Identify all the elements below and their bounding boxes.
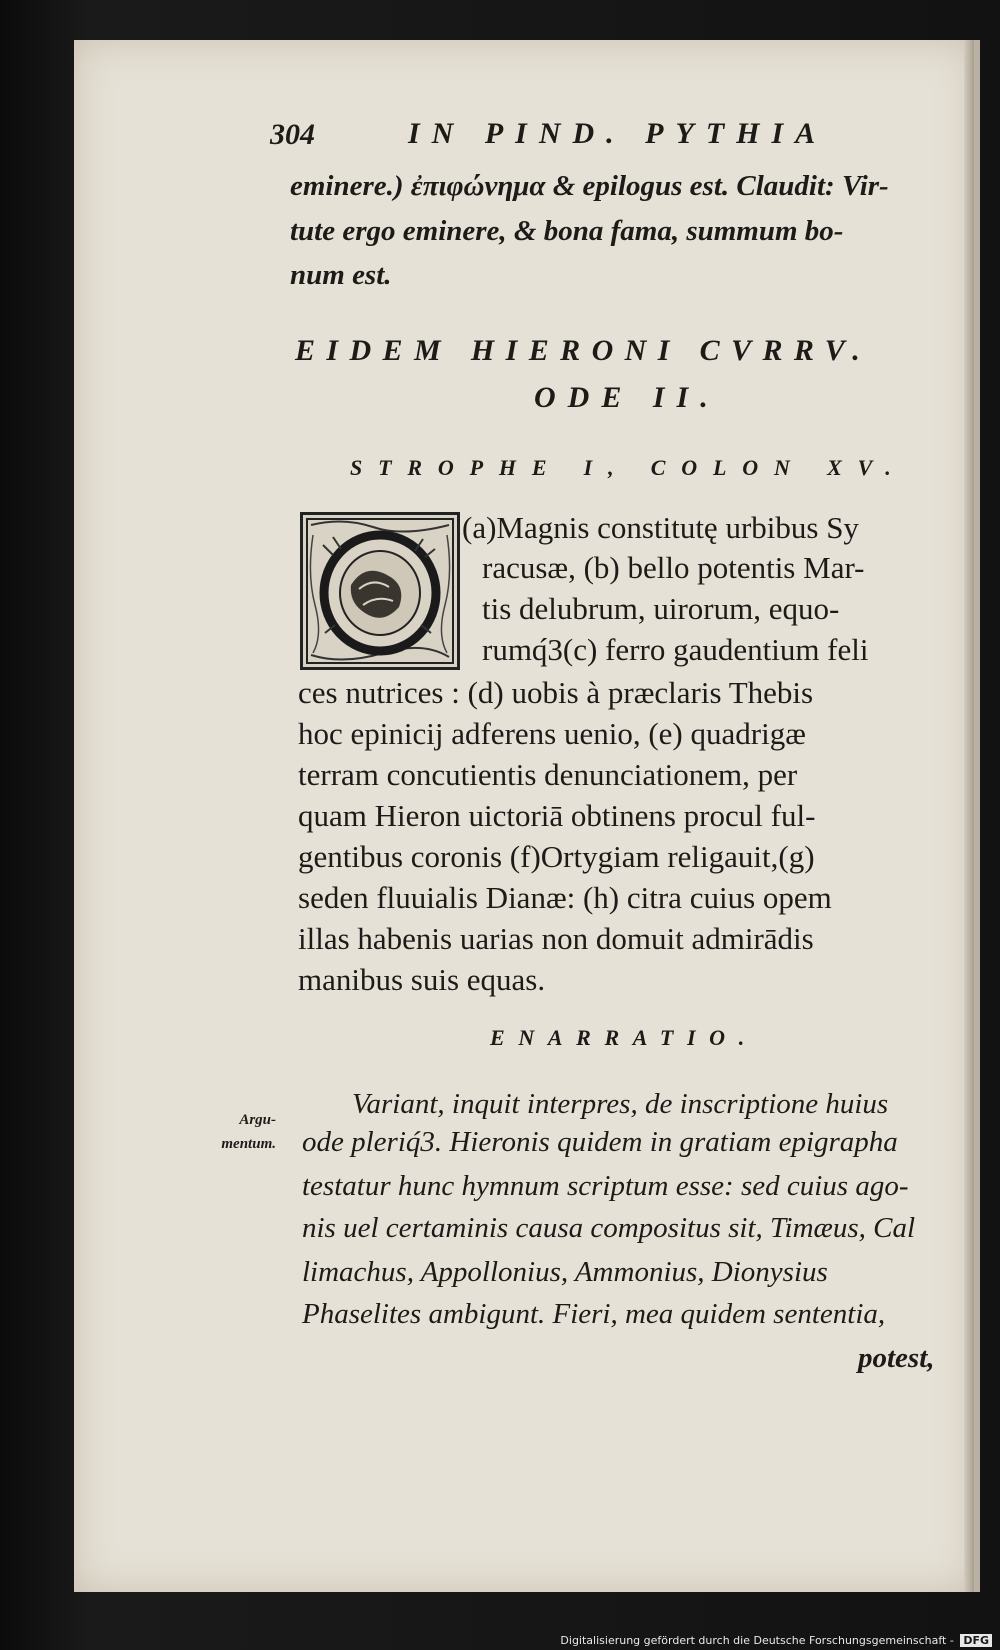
strophe-line: rumq́3(c) ferro gaudentium feli xyxy=(482,632,869,667)
page-edge xyxy=(964,40,974,1592)
ornamental-initial xyxy=(300,512,460,670)
strophe-line: quam Hieron uictoriā obtinens procul ful- xyxy=(298,798,816,833)
strophe-line: ces nutrices : (d) uobis à præclaris Thebis xyxy=(298,675,814,710)
strophe-line: terram concutientis denunciationem, per xyxy=(298,757,798,792)
enarratio-line: potest, xyxy=(858,1342,935,1374)
strophe-line: racusæ, (b) bello potentis Mar- xyxy=(482,550,865,585)
strophe-line: tis delubrum, uirorum, equo- xyxy=(482,591,840,626)
strophe-heading: STROPHE I, COLON XV. xyxy=(350,455,907,480)
enarratio-line: limachus, Appollonius, Ammonius, Dionysius xyxy=(302,1256,828,1288)
enarratio-line: testatur hunc hymnum scriptum esse: sed cuius ago- xyxy=(302,1170,909,1202)
enarratio-heading: ENARRATIO. xyxy=(490,1025,758,1050)
running-title: IN PIND. PYTHIA xyxy=(408,117,828,150)
margin-note: Argu- mentum. xyxy=(221,1112,276,1152)
strophe-line: manibus suis equas. xyxy=(298,962,546,997)
strophe-line: (a)Magnis constitutę urbibus Sy xyxy=(462,510,859,545)
ornamental-initial-icon xyxy=(303,515,457,667)
continuation-line: num est. xyxy=(290,259,392,291)
enarratio-line: nis uel certaminis causa compositus sit, Timæus, Cal xyxy=(302,1212,916,1244)
page-number: 304 xyxy=(270,118,315,151)
digitization-footer xyxy=(560,1634,992,1647)
footer-text: Digitalisierung gefördert durch die Deutsche Forschungsgemeinschaft - xyxy=(560,1634,954,1647)
continuation-line: tute ergo eminere, & bona fama, summum bo- xyxy=(290,215,844,247)
enarratio-line: Variant, inquit interpres, de inscriptione huius xyxy=(352,1088,889,1120)
ode-title: EIDEM HIERONI CVRRV. xyxy=(295,334,872,367)
strophe-line: illas habenis uarias non domuit admirādis xyxy=(298,921,814,956)
strophe-line: gentibus coronis (f)Ortygiam religauit,(g) xyxy=(298,839,815,874)
ode-subtitle: ODE II. xyxy=(534,381,720,414)
continuation-line: eminere.) ἐπιφώνημα & epilogus est. Claudit: Vir- xyxy=(290,170,889,202)
dfg-logo: DFG xyxy=(960,1634,992,1647)
enarratio-line: Phaselites ambigunt. Fieri, mea quidem sententia, xyxy=(302,1298,886,1330)
strophe-line: seden fluuialis Dianæ: (h) citra cuius opem xyxy=(298,880,832,915)
strophe-line: hoc epinicij adferens uenio, (e) quadrigæ xyxy=(298,716,806,751)
enarratio-line: ode pleriq́3. Hieronis quidem in gratiam epigrapha xyxy=(302,1126,898,1158)
